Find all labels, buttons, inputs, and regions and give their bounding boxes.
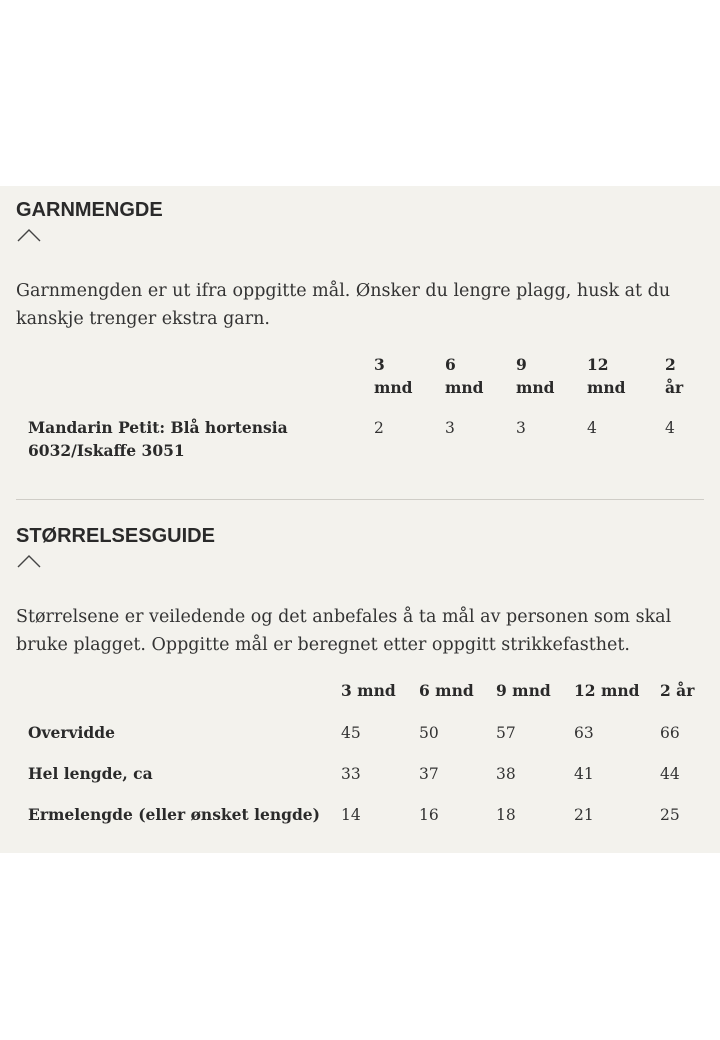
size-value: 66 — [660, 724, 680, 742]
size-header: 9 mnd — [496, 681, 551, 700]
size-header: 12 mnd — [574, 681, 640, 700]
size-section-title[interactable]: STØRRELSESGUIDE — [16, 525, 215, 547]
size-value: 16 — [419, 806, 439, 824]
yarn-header-9mnd: 9 mnd — [516, 355, 555, 397]
size-value: 33 — [341, 765, 361, 783]
section-divider — [16, 499, 704, 500]
size-value: 37 — [419, 765, 439, 783]
yarn-value: 4 — [665, 419, 675, 437]
yarn-value: 3 — [445, 419, 455, 437]
size-value: 63 — [574, 724, 594, 742]
size-value: 25 — [660, 806, 680, 824]
yarn-value: 3 — [516, 419, 526, 437]
size-value: 21 — [574, 806, 594, 824]
size-description: Størrelsene er veiledende og det anbefales å ta mål av personen som skal bruke plagget. Oppgitte mål er beregnet etter oppgitt strikkefasthet. — [16, 607, 672, 655]
yarn-value: 2 — [374, 419, 384, 437]
yarn-value: 4 — [587, 419, 597, 437]
size-value: 14 — [341, 806, 361, 824]
yarn-header-6mnd: 6 mnd — [445, 355, 484, 397]
yarn-header-3mnd: 3 mnd — [374, 355, 413, 397]
yarn-description: Garnmengden er ut ifra oppgitte mål. Ønsker du lengre plagg, husk at du kanskje trenger ekstra garn. — [16, 281, 671, 329]
size-row-label: Overvidde — [28, 723, 115, 742]
size-header: 6 mnd — [419, 681, 474, 700]
size-row-label: Ermelengde (eller ønsket lengde) — [28, 805, 320, 824]
size-value: 50 — [419, 724, 439, 742]
size-value: 45 — [341, 724, 361, 742]
yarn-header-2aar: 2 år — [665, 355, 684, 397]
yarn-row-label: Mandarin Petit: Blå hortensia 6032/Iskaffe 3051 — [28, 418, 288, 460]
chevron-up-icon[interactable] — [17, 228, 41, 242]
chevron-up-icon[interactable] — [17, 554, 41, 568]
yarn-header-12mnd: 12 mnd — [587, 355, 626, 397]
size-value: 38 — [496, 765, 516, 783]
yarn-section-title[interactable]: GARNMENGDE — [16, 199, 163, 221]
size-value: 41 — [574, 765, 594, 783]
size-value: 44 — [660, 765, 680, 783]
size-row-label: Hel lengde, ca — [28, 764, 153, 783]
size-value: 57 — [496, 724, 516, 742]
size-header: 2 år — [660, 681, 695, 700]
size-header: 3 mnd — [341, 681, 396, 700]
size-value: 18 — [496, 806, 516, 824]
